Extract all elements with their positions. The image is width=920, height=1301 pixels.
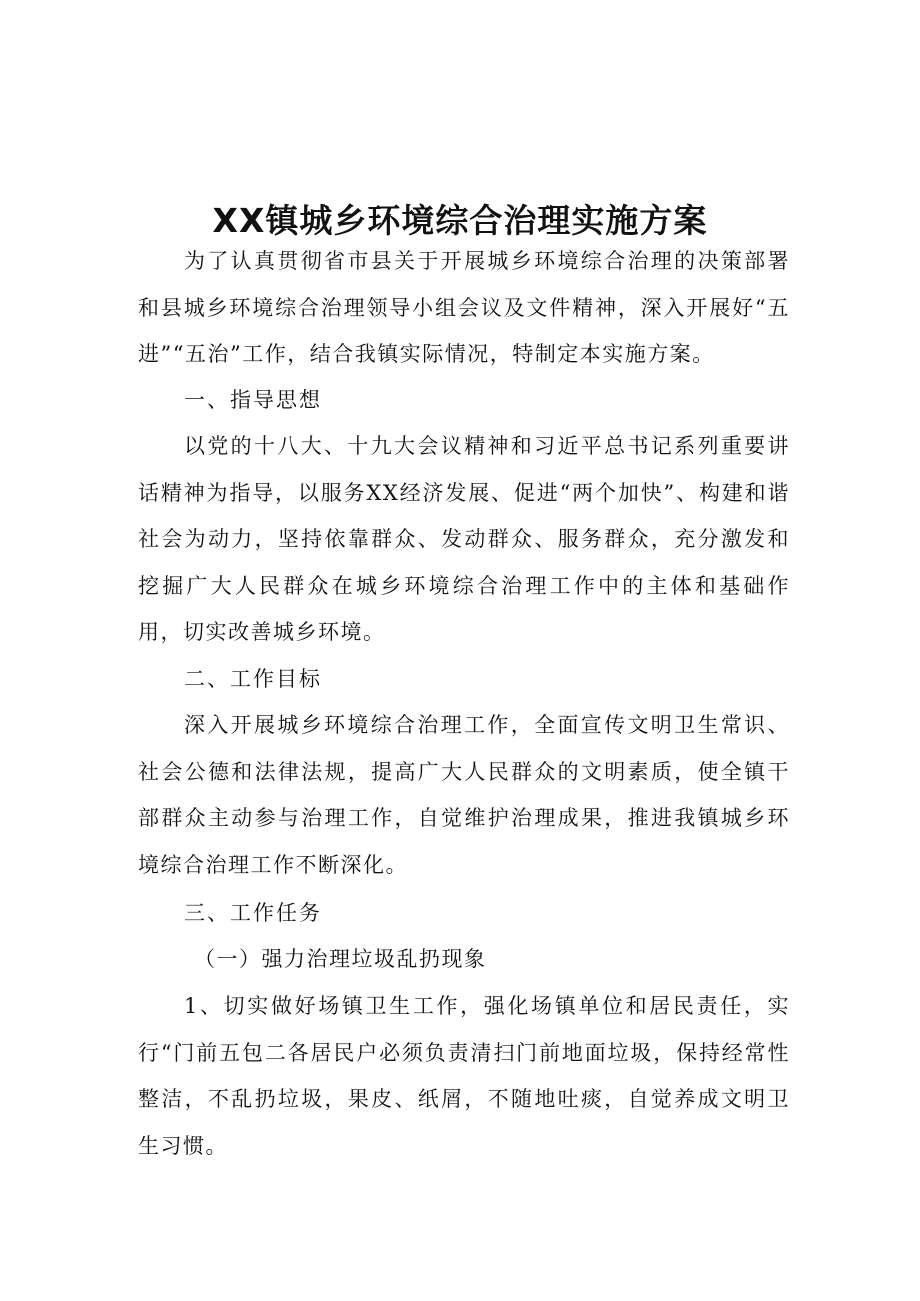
document-title: XX镇城乡环境综合治理实施方案: [212, 201, 708, 241]
section-body-work-goals: 深入开展城乡环境综合治理工作，全面宣传文明卫生常识、社会公德和法律法规，提高广大人民群众的文明素质，使全镇干部群众主动参与治理工作，自觉维护治理成果，推进我镇城乡环境综合治理工作不断深化。: [138, 713, 790, 877]
section-heading-work-goals: 二、工作目标: [184, 667, 322, 691]
task-item-1: 1、切实做好场镇卫生工作，强化场镇单位和居民责任，实行“门前五包二各居民户必须负责清扫门前地面垃圾，保持经常性整洁，不乱扔垃圾，果皮、纸屑，不随地吐痰，自觉养成文明卫生习惯。: [138, 994, 790, 1158]
intro-paragraph: 为了认真贯彻省市县关于开展城乡环境综合治理的决策部署和县城乡环境综合治理领导小组会议及文件精神，深入开展好“五进”“五治”工作，结合我镇实际情况，特制定本实施方案。: [138, 249, 790, 366]
section-heading-guiding-thought: 一、指导思想: [184, 388, 322, 412]
section-body-guiding-thought: 以党的十八大、十九大会议精神和习近平总书记系列重要讲话精神为指导，以服务XX经济发展、促进“两个加快”、构建和谐社会为动力，坚持依靠群众、发动群众、服务群众，充分激发和挖掘广大人民群众在城乡环境综合治理工作中的主体和基础作用，切实改善城乡环境。: [138, 434, 790, 644]
section-heading-work-tasks: 三、工作任务: [184, 901, 322, 925]
subsection-heading-litter: （一）强力治理垃圾乱扔现象: [194, 947, 487, 971]
